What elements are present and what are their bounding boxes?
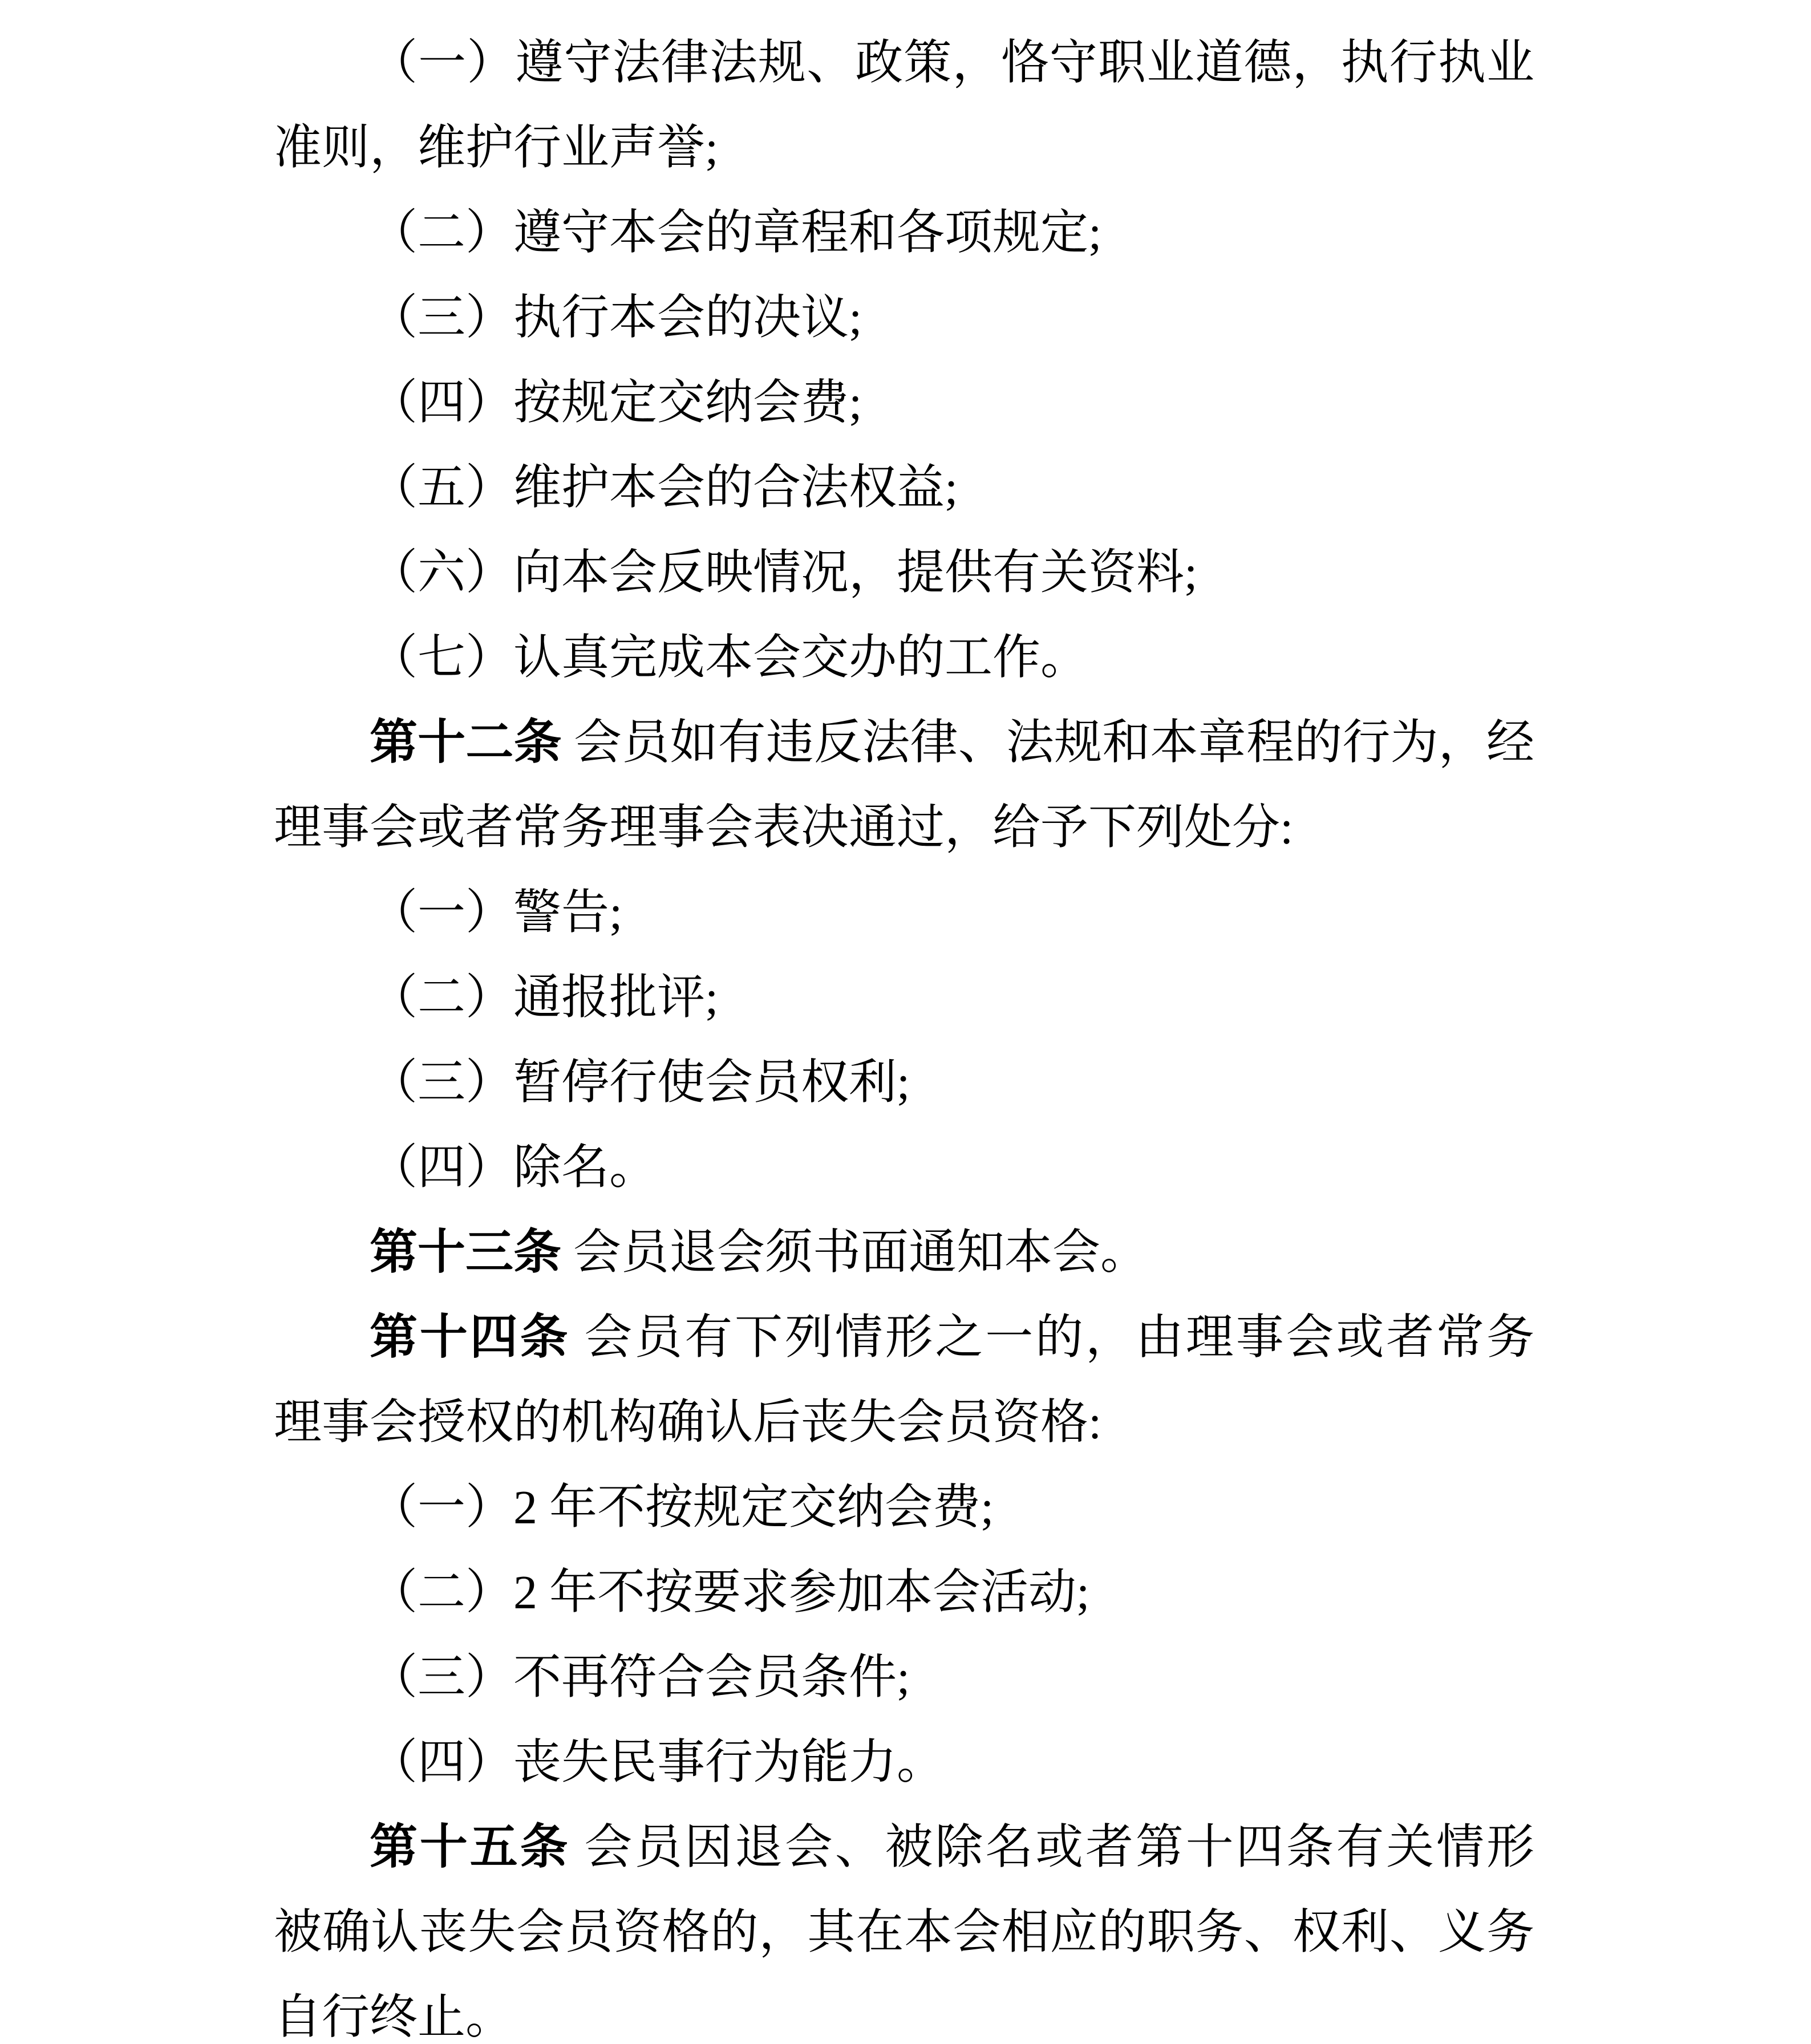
text-line	[274, 785, 1534, 870]
text-line	[274, 1295, 1534, 1380]
article-number: 第十五条	[370, 1821, 570, 1874]
article-number: 第十三条	[370, 1226, 562, 1279]
text-run: （二）遵守本会的章程和各项规定;	[370, 206, 1102, 259]
text-line	[274, 360, 1534, 445]
text-run: （四）按规定交纳会费;	[370, 376, 862, 429]
text-run: 自行终止。	[274, 1991, 514, 2044]
text-run: （六）向本会反映情况，提供有关资料;	[370, 546, 1198, 599]
text-line	[274, 955, 1534, 1040]
text-line	[274, 1380, 1534, 1465]
text-run: 会员因退会、被除名或者第十四条有关情形	[570, 1821, 1534, 1874]
text-run: 会员如有违反法律、法规和本章程的行为，经	[561, 716, 1534, 769]
text-line	[274, 190, 1534, 275]
text-run: 理事会授权的机构确认后丧失会员资格:	[274, 1396, 1102, 1449]
text-run: 被确认丧失会员资格的，其在本会相应的职务、权利、义务	[274, 1906, 1534, 1959]
text-line	[274, 1975, 1534, 2044]
text-run: （四）丧失民事行为能力。	[370, 1736, 945, 1789]
text-line	[274, 445, 1534, 530]
text-line	[274, 1805, 1534, 1890]
text-line	[274, 1465, 1534, 1550]
text-line	[274, 530, 1534, 615]
text-line	[274, 615, 1534, 700]
text-line	[274, 21, 1534, 106]
text-line	[274, 870, 1534, 955]
text-line	[274, 1890, 1534, 1975]
text-line	[274, 1125, 1534, 1210]
text-run: （七）认真完成本会交办的工作。	[370, 631, 1089, 684]
text-run: 理事会或者常务理事会表决通过，给予下列处分:	[274, 801, 1294, 854]
text-run: （三）不再符合会员条件;	[370, 1651, 910, 1704]
text-line	[274, 1720, 1534, 1805]
text-run: （一）警告;	[370, 886, 623, 939]
text-run: 会员有下列情形之一的，由理事会或者常务	[570, 1311, 1534, 1364]
article-number: 第十二条	[370, 716, 562, 769]
text-run: （一）遵守法律法规、政策，恪守职业道德，执行执业	[370, 36, 1534, 90]
text-line	[274, 106, 1534, 190]
text-run: （四）除名。	[370, 1141, 658, 1194]
text-run: （三）执行本会的决议;	[370, 291, 862, 344]
text-run: （二）2 年不按要求参加本会活动;	[370, 1566, 1090, 1619]
text-line	[274, 700, 1534, 785]
text-run: 会员退会须书面通知本会。	[561, 1226, 1149, 1279]
text-line	[274, 1635, 1534, 1720]
document-body	[274, 21, 1534, 2044]
text-run: 准则，维护行业声誉;	[274, 121, 719, 175]
text-line	[274, 1040, 1534, 1125]
text-line	[274, 275, 1534, 360]
article-number: 第十四条	[370, 1311, 570, 1364]
text-run: （三）暂停行使会员权利;	[370, 1056, 910, 1109]
text-run: （五）维护本会的合法权益;	[370, 461, 958, 514]
text-line	[274, 1550, 1534, 1635]
text-run: （一）2 年不按规定交纳会费;	[370, 1481, 994, 1534]
text-line	[274, 1210, 1534, 1295]
text-run: （二）通报批评;	[370, 971, 719, 1024]
